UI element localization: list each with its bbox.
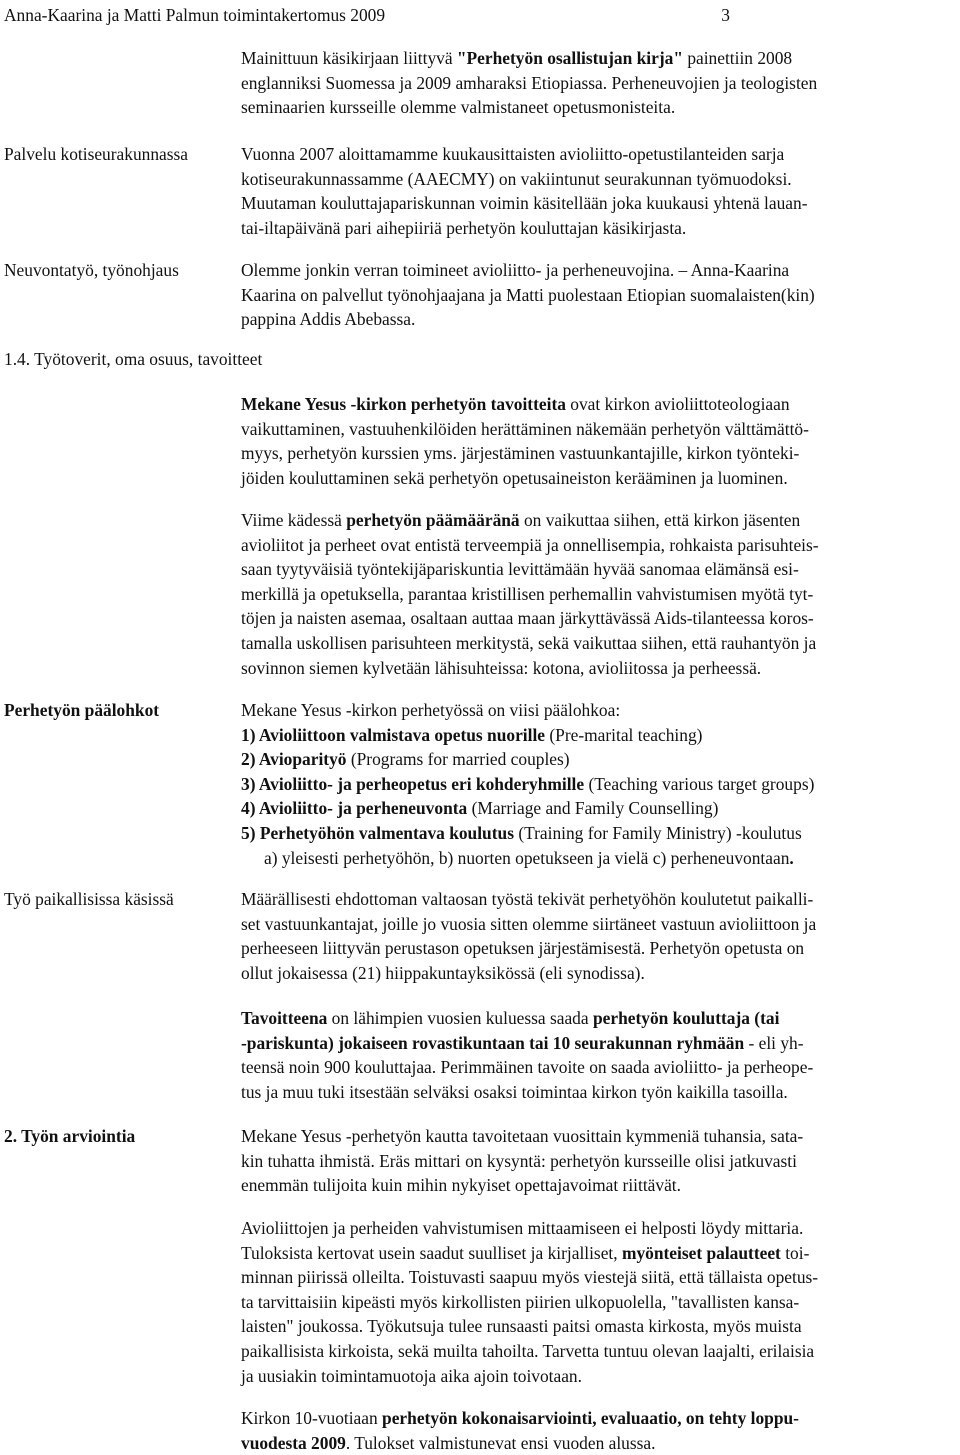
book-title: "Perhetyön osallistujan kirja" (456, 48, 683, 68)
neuvonta-paragraph: Olemme jonkin verran toimineet avioliitto- ja perheneuvojina. – Anna-Kaarina Kaarina on palvellut työnohjaajana ja Matti puolestaan Etiopian suomalaisten(kin) pappina Addis Abebassa. (241, 260, 815, 330)
tavoitteet-paragraph: Mekane Yesus -kirkon perhetyön tavoitteita ovat kirkon avioliittoteologiaan vaikuttaminen, vastuuhenkilöiden herättäminen näkemään perhetyön välttämättö- myys, perhetyön kurssien yms. järjestäminen vastuunkantajille, kirkon työnteki- jöiden kouluttaminen sekä perhetyön opetusaineiston kerääminen ja luominen. (241, 394, 809, 488)
side-heading-palvelu: Palvelu kotiseurakunnassa (4, 144, 189, 164)
intro-text-part: englanniksi Suomessa ja 2009 amharaksi Etiopiassa. Perheneuvojien ja teologisten (241, 72, 818, 93)
arviointi-paragraph-3: Kirkon 10-vuotiaan perhetyön kokonaisarviointi, evaluaatio, on tehty loppu- vuodesta 2009. Tulokset valmistunevat ensi vuoden alussa. (241, 1408, 799, 1453)
tavoite-paragraph: Tavoitteena on lähimpien vuosien kuluessa saada perhetyön kouluttaja (tai -pariskunta) jokaiseen rovastikuntaan tai 10 seurakunnan ryhmään - eli yh- teensä noin 900 kouluttajaa. Perimmäinen tavoite on saada avioliitto- ja perheope- tus ja muu tuki itsestään selväksi osaksi toimintaa kirkon työn kaikilla tasoilla. (241, 1008, 814, 1102)
paalohkot-subline: a) yleisesti perhetyöhön, b) nuorten opetukseen ja vielä c) perheneuvontaan. (264, 848, 794, 868)
section-heading-1-4: 1.4. Työtoverit, oma osuus, tavoitteet (4, 349, 263, 369)
document-title: Anna-Kaarina ja Matti Palmun toimintakertomus 2009 (4, 5, 386, 25)
side-heading-neuvonta: Neuvontatyö, työnohjaus (4, 260, 179, 280)
list-item: 5) Perhetyöhön valmentava koulutus (Training for Family Ministry) -koulutus (241, 822, 802, 843)
intro-text-part: Mainittuun käsikirjaan liittyvä (241, 48, 457, 68)
paamaara-paragraph: Viime kädessä perhetyön päämääränä on vaikuttaa siihen, että kirkon jäsenten avioliitot ja perheet ovat entistä terveempiä ja onnellisempia, rohkaista parisuhteis- saan tyytyväisiä työntekijäpariskuntia levittämään hyvää sanomaa elämänsä esi- merkillä ja opetuksella, parantaa kristillisen perhemallin vahvistumisen myötä tyt- töjen ja naisten asemaa, osaltaan auttaa maan järkyttävässä Aids-tilanteessa koros- tamalla uskollisen parisuhteen merkitystä, sekä vaikuttaa siihen, että rauhantyön ja sovinnon siemen kylvetään lähisuhteissa: kotona, avioliitossa ja perheessä. (241, 510, 819, 678)
list-item: 4) Avioliitto- ja perheneuvonta (Marriage and Family Counselling) (241, 798, 719, 819)
intro-text-part: seminaarien kursseille olemme valmistaneet opetusmonisteita. (241, 97, 676, 118)
paikallinen-paragraph: Määrällisesti ehdottoman valtaosan työstä tekivät perhetyöhön koulutetut paikalli- set vastuunkantajat, joille jo vuosia sitten olemme siirtäneet vastuun avioliittoon ja perheeseen liittyvän perustason opetuksen järjestämisestä. Perhetyön opetusta on ollut jokaisessa (21) hiippakuntayksikössä (eli synodissa). (241, 889, 817, 983)
side-heading-paalohkot: Perhetyön päälohkot (4, 700, 160, 720)
palvelu-paragraph: Vuonna 2007 aloittamamme kuukausittaisten avioliitto-opetustilanteiden sarja kotiseurakunnassamme (AAECMY) on vakiintunut seurakunnan työmuodoksi. Muutaman kouluttajapariskunnan voimin käsitellään joka kuukausi yhtenä lauan- tai-iltapäivänä pari aihepiiriä perhetyön kouluttajan käsikirjasta. (241, 144, 808, 238)
paalohkot-intro: Mekane Yesus -kirkon perhetyössä on viisi päälohkoa: (241, 700, 621, 720)
arviointi-paragraph-1: Mekane Yesus -perhetyön kautta tavoitetaan vuosittain kymmeniä tuhansia, sata- kin tuhatta ihmistä. Eräs mittari on kysyntä: perhetyön kursseille olisi jatkuvasti enemmän tulijoita kuin mihin nykyiset opettajavoimat riittävät. (241, 1126, 804, 1196)
list-item: 3) Avioliitto- ja perheopetus eri kohderyhmille (Teaching various target groups) (241, 773, 815, 794)
arviointi-paragraph-2: Avioliittojen ja perheiden vahvistumisen mittaamiseen ei helposti löydy mittaria. Tuloksista kertovat usein saadut suulliset ja kirjalliset, myönteiset palautteet toi- minnan piirissä olleilta. Toistuvasti saapuu myös viestejä siitä, että tällaista opetus- ta tarvittaisiin kipeästi myös kirkollisten piirien ulkopuolella, "tavallisten kansa- laisten" joukossa. Työkutsuja tulee runsaasti paitsi omasta kirkosta, myös muista paikallisista kirkoista, sekä muilta tahoilta. Tarvetta tuntuu olevan laajalti, erilaisia ja uusiakin toimintamuotoja aika ajoin toivotaan. (241, 1218, 819, 1386)
intro-text-part: painettiin 2008 (682, 48, 793, 68)
paalohkot-list (241, 698, 957, 846)
page-number: 3 (721, 5, 730, 25)
list-item: 2) Avioparityö (Programs for married couples) (241, 749, 570, 770)
side-heading-paikallinen: Työ paikallisissa käsissä (4, 889, 174, 909)
intro-paragraph (241, 46, 957, 120)
list-item: 1) Avioliittoon valmistava opetus nuorille (Pre-marital teaching) (241, 724, 703, 745)
section-heading-2: 2. Työn arviointia (4, 1126, 136, 1146)
